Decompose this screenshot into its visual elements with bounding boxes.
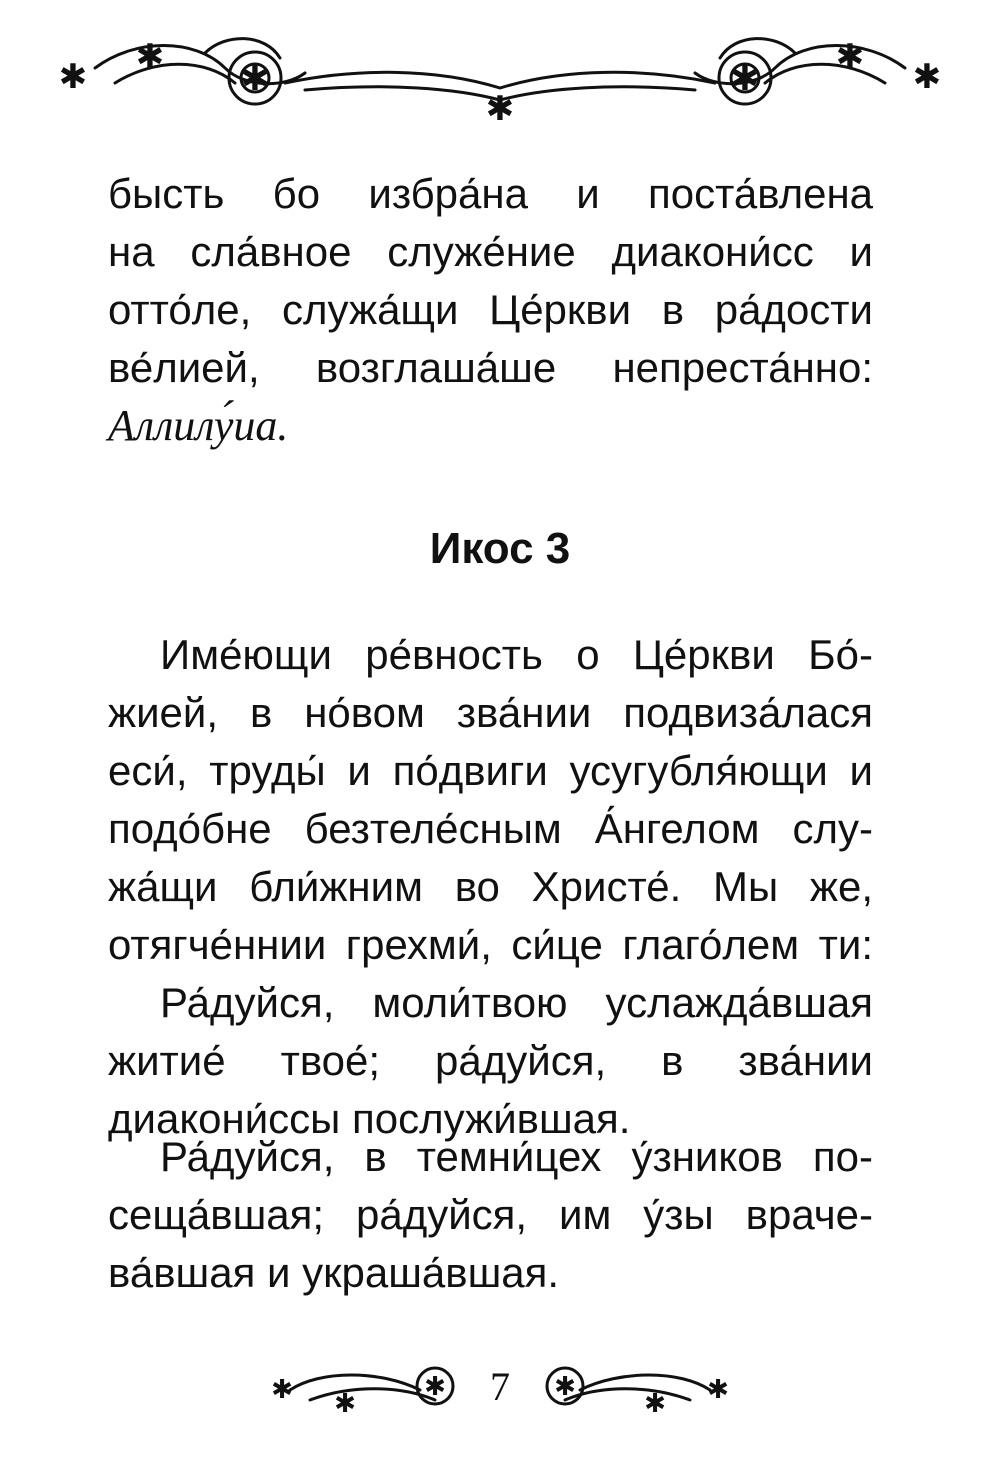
- text-line: жией, в но́вом зва́нии подвиза́лася: [108, 689, 873, 736]
- svg-text:✱: ✱: [730, 59, 760, 99]
- svg-text:✱: ✱: [271, 1375, 293, 1405]
- svg-text:✱: ✱: [334, 1389, 356, 1419]
- text-line: еси́, труды́ и по́двиги усугубля́ющи и: [108, 747, 873, 794]
- text-line: отто́ле, служа́щи Це́ркви в ра́дости: [108, 286, 873, 333]
- svg-text:✱: ✱: [58, 57, 88, 97]
- svg-text:✱: ✱: [424, 1372, 446, 1402]
- svg-text:✱: ✱: [912, 57, 942, 97]
- svg-text:✱: ✱: [554, 1372, 576, 1402]
- section-heading: Икос 3: [429, 524, 571, 573]
- floral-ornament-header-icon: [55, 28, 945, 128]
- text-line: Ра́дуйся, моли́твою услажда́вшая: [160, 979, 873, 1026]
- svg-text:✱: ✱: [707, 1375, 729, 1405]
- svg-text:✱: ✱: [485, 89, 515, 128]
- text-line: ве́лией, возглаша́ше непреста́нно:: [108, 344, 873, 391]
- rejoice-paragraph: [108, 1128, 873, 1302]
- text-line: ва́вшая и украша́вшая.: [108, 1249, 560, 1296]
- text-line: диакони́ссы послужи́вшая.: [108, 1095, 631, 1142]
- ikos-paragraph: [108, 626, 873, 1148]
- text-line: отягче́ннии грехми́, си́це глаго́лем ти:: [108, 921, 873, 968]
- svg-text:✱: ✱: [240, 59, 270, 99]
- continuation-paragraph: [108, 165, 873, 455]
- text-line: житие́ твое́; ра́дуйся, в зва́нии: [108, 1037, 873, 1084]
- text-line: жа́щи бли́жним во Христе́. Мы же,: [108, 863, 873, 910]
- text-line: на сла́вное служе́ние диакони́сс и: [108, 228, 873, 275]
- refrain-alleluia: Аллилу́иа.: [108, 401, 289, 450]
- svg-text:✱: ✱: [835, 37, 865, 77]
- svg-text:✱: ✱: [135, 37, 165, 77]
- text-line: Име́ющи ре́вность о Це́ркви Бо́-: [160, 631, 873, 678]
- text-line: подо́бне безтеле́сным А́нгелом слу-: [108, 805, 873, 852]
- text-line: сеща́вшая; ра́дуйся, им у́зы враче-: [108, 1191, 873, 1238]
- text-line: бысть бо избра́на и поста́влена: [108, 170, 873, 217]
- svg-text:✱: ✱: [644, 1389, 666, 1419]
- text-line: Ра́дуйся, в темни́цех у́зников по-: [160, 1133, 873, 1180]
- page-number: 7: [490, 1364, 510, 1409]
